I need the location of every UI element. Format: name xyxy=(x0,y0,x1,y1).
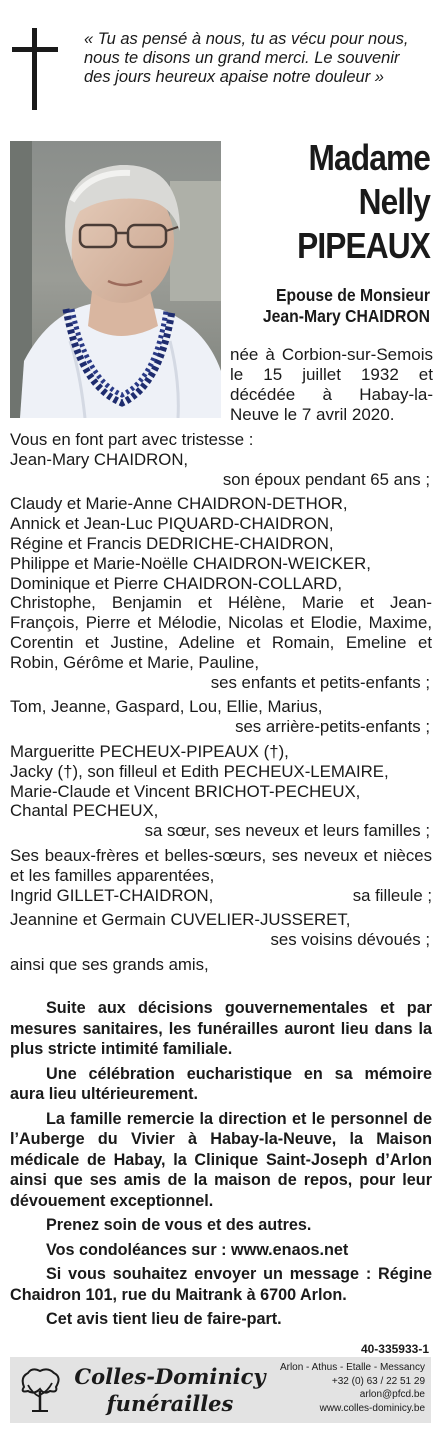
husband-name: Jean-Mary CHAIDRON, xyxy=(10,449,189,469)
notice-care: Prenez soin de vous et des autres. xyxy=(46,1216,312,1234)
deceased-name xyxy=(247,136,430,268)
funeral-notices xyxy=(10,998,432,1334)
name-last: PIPEAUX xyxy=(297,225,430,266)
notice-message: Si vous souhaitez envoyer un message : Régine Chaidron 101, rue du Maitrank à 6700 Arlon. xyxy=(10,1265,432,1304)
intro-line: Vous en font part avec tristesse : xyxy=(10,430,254,449)
email: arlon@pfcd.be xyxy=(359,1389,425,1401)
funeral-home-brand xyxy=(70,1363,270,1417)
notice-faire-part: Cet avis tient lieu de faire-part. xyxy=(46,1310,282,1328)
sibling-2: Jacky (†), son filleul et Edith PECHEUX-LEMAIRE, xyxy=(10,761,389,781)
brand-subtitle: funérailles xyxy=(106,1391,234,1416)
goddaughter-role: sa filleule ; xyxy=(352,885,432,905)
notice-thanks: La famille remercie la direction et le personnel de l’Auberge du Vivier à Habay-la-Neuve, la Maison médicale de Habay, la Clinique Saint-Joseph d’Arlon ainsi que ses amis de la maison de repos, pour leur dévouement exceptionnel. xyxy=(10,1109,432,1210)
husband-role: son époux pendant 65 ans ; xyxy=(222,469,430,489)
locations: Arlon - Athus - Etalle - Messancy xyxy=(279,1362,425,1373)
sibling-3: Marie-Claude et Vincent BRICHOT-PECHEUX, xyxy=(10,781,361,801)
child-1: Claudy et Marie-Anne CHAIDRON-DETHOR, xyxy=(10,494,348,514)
great-grandchildren-role: ses arrière-petits-enfants ; xyxy=(235,717,430,737)
notice-restrictions: Suite aux décisions gouvernementales et par mesures sanitaires, les funérailles auront lieu dans la plus stricte intimité familiale. xyxy=(10,999,432,1058)
family-announcement xyxy=(10,430,432,975)
goddaughter-line xyxy=(10,886,432,906)
epitaph-quote: « Tu as pensé à nous, tu as vécu pour nous, nous te disons un grand merci. Le souvenir des jours heureux apaise notre douleur » xyxy=(84,30,409,86)
name-title: Madame xyxy=(308,137,430,178)
funeral-home-footer xyxy=(10,1357,431,1423)
siblings-role: sa sœur, ses neveux et leurs familles ; xyxy=(144,821,430,841)
notice-celebration: Une célébration eucharistique en sa mémoire aura lieu ultérieurement. xyxy=(10,1064,432,1103)
children-role: ses enfants et petits-enfants ; xyxy=(210,672,430,692)
notice-condolences: Vos condoléances sur : www.enaos.net xyxy=(46,1240,349,1259)
phone: +32 (0) 63 / 22 51 29 xyxy=(331,1375,425,1387)
sibling-1: Margueritte PECHEUX-PIPEAUX (†), xyxy=(10,741,289,761)
spouse-line-1: Epouse de Monsieur xyxy=(275,285,430,305)
spouse-line-2: Jean-Mary CHAIDRON xyxy=(262,306,430,326)
child-2: Annick et Jean-Luc PIQUARD-CHAIDRON, xyxy=(10,514,334,534)
child-3: Régine et Francis DEDRICHE-CHAIDRON, xyxy=(10,533,334,553)
child-4: Philippe et Marie-Noëlle CHAIDRON-WEICKER, xyxy=(10,553,371,573)
website: www.colles-dominicy.be xyxy=(319,1402,425,1414)
goddaughter-name: Ingrid GILLET-CHAIDRON, xyxy=(10,885,214,905)
friends: ainsi que ses grands amis, xyxy=(10,954,209,974)
in-laws: Ses beaux-frères et belles-sœurs, ses neveux et nièces et les familles apparentées, xyxy=(10,845,432,885)
great-grandchildren: Tom, Jeanne, Gaspard, Lou, Ellie, Marius, xyxy=(10,697,323,717)
tree-logo-icon xyxy=(18,1367,62,1413)
reference-number: 40-335933-1 xyxy=(360,1342,429,1356)
portrait-photo xyxy=(10,141,221,418)
child-5: Dominique et Pierre CHAIDRON-COLLARD, xyxy=(10,573,342,593)
contact-info xyxy=(265,1361,425,1415)
grandchildren: Christophe, Benjamin et Hélène, Marie et Jean-François, Pierre et Mélodie, Nicolas et Elodie, Maxime, Corentin et Justine, Adeline et Romain, Emeline et Robin, Gérôme et Marie, Pauline, xyxy=(10,593,432,672)
latin-cross-icon xyxy=(12,28,58,110)
neighbors: Jeannine et Germain CUVELIER-JUSSERET, xyxy=(10,910,351,930)
spouse-info xyxy=(243,285,430,327)
name-first: Nelly xyxy=(358,181,430,222)
sibling-4: Chantal PECHEUX, xyxy=(10,801,159,821)
neighbors-role: ses voisins dévoués ; xyxy=(270,930,430,950)
brand-name: Colles-Dominicy xyxy=(74,1364,266,1389)
birth-death-info: née à Corbion-sur-Semois le 15 juillet 1932 et décédée à Habay-la-Neuve le 7 avril 2020. xyxy=(230,345,433,424)
